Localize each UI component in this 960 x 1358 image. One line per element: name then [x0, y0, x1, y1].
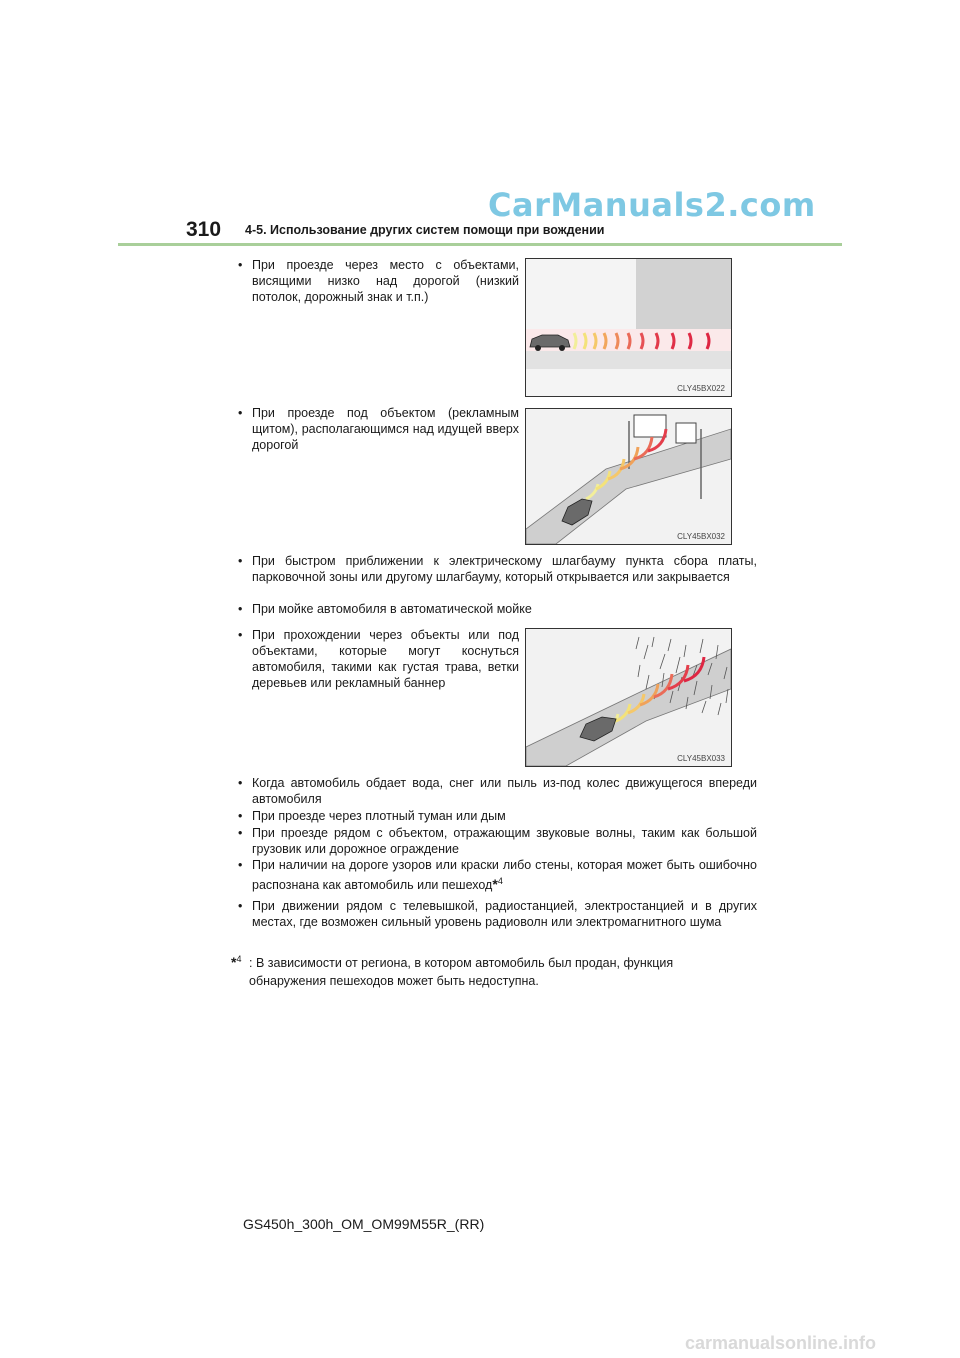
list-item: • При прохождении через объекты или под объектами, которые могут коснуться автомобиля, такими как густая трава, ветки деревьев или рекламный баннер: [238, 627, 519, 691]
list-item: • При мойке автомобиля в автоматической мойке: [238, 601, 757, 617]
footnote-number: 4: [236, 954, 242, 964]
page-number: 310: [186, 218, 222, 241]
list-item: • При проезде через место с объектами, висящими низко над дорогой (низкий потолок, дорожный знак и т.п.): [238, 257, 519, 305]
list-item-text: При наличии на дороге узоров или краски либо стены, которая может быть ошибочно распознана как автомобиль или пешеход: [252, 858, 757, 893]
watermark-carmanualsonline: carmanualsonline.info: [685, 1333, 877, 1353]
list-item: • При быстром приближении к электрическому шлагбауму пункта сбора платы, парковочной зоны или другому шлагбауму, который открывается или закрывается: [238, 553, 757, 585]
grass-illustration: [526, 629, 731, 766]
illustration-overhead-billboard: [525, 408, 732, 545]
footnote-text: : В зависимости от региона, в котором автомобиль был продан, функция обнаружения пешеходов может быть недоступна.: [249, 956, 674, 989]
list-item-with-footnote: [238, 857, 757, 893]
figure-code: CLY45BX022: [677, 384, 725, 393]
overhead-object-illustration: [526, 259, 731, 396]
illustration-low-overhead: [525, 258, 732, 397]
watermark-carmanuals2: CarManuals2.com: [488, 186, 816, 224]
list-item: • При проезде под объектом (рекламным щитом), располагающимся над идущей вверх дорогой: [238, 405, 519, 453]
list-item: • При проезде рядом с объектом, отражающим звуковые волны, таким как большой грузовик или дорожное ограждение: [238, 825, 757, 857]
list-item: • При проезде через плотный туман или дым: [238, 808, 757, 824]
footnote-mark: *: [231, 954, 237, 971]
billboard-slope-illustration: [526, 409, 731, 544]
footnote-ref-mark: *: [492, 876, 498, 893]
header-divider: [118, 243, 842, 246]
section-title: 4-5. Использование других систем помощи при вождении: [245, 223, 605, 237]
list-item: • Когда автомобиль обдает вода, снег или пыль из-под колес движущегося впереди автомобиля: [238, 775, 757, 807]
footer-model-code: GS450h_300h_OM_OM99M55R_(RR): [243, 1216, 485, 1232]
figure-code: CLY45BX033: [677, 754, 725, 763]
illustration-tall-grass: [525, 628, 732, 767]
footnote: [231, 950, 743, 990]
footnote-ref-number: 4: [497, 876, 503, 886]
list-item: • При движении рядом с телевышкой, радиостанцией, электростанцией и в других местах, где возможен сильный уровень радиоволн или электромагнитного шума: [238, 898, 757, 930]
figure-code: CLY45BX032: [677, 532, 725, 541]
